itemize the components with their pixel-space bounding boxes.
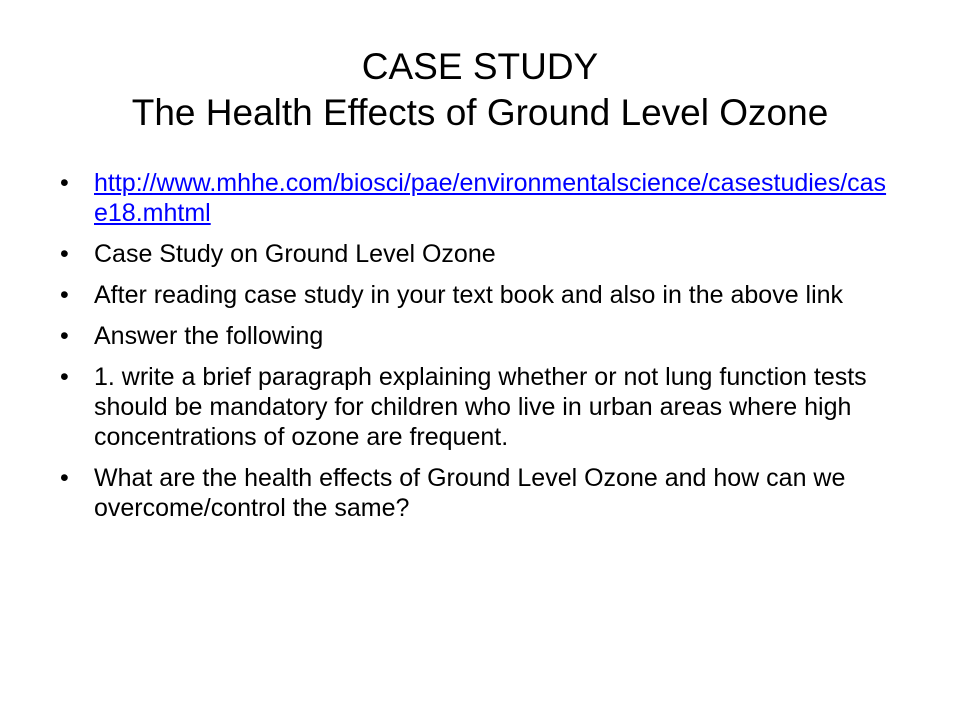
bullet-item [60, 463, 890, 523]
bullet-text: 1. write a brief paragraph explaining whether or not lung function tests should be mandatory for children who live in urban areas where high concentrations of ozone are frequent. [94, 363, 867, 451]
bullet-marker: • [60, 169, 69, 197]
bullet-text: Answer the following [94, 322, 324, 350]
bullet-text: What are the health effects of Ground Level Ozone and how can we overcome/control the same? [94, 464, 846, 522]
bullet-item [60, 321, 890, 351]
bullet-list [60, 168, 890, 534]
bullet-marker: • [60, 240, 69, 268]
bullet-text: Case Study on Ground Level Ozone [94, 240, 496, 268]
bullet-marker: • [60, 464, 69, 492]
bullet-item-link [60, 168, 890, 228]
bullet-marker: • [60, 363, 69, 391]
bullet-text: After reading case study in your text book and also in the above link [94, 281, 844, 309]
bullet-item [60, 362, 890, 452]
title-line-2: The Health Effects of Ground Level Ozone [131, 92, 829, 133]
case-study-link[interactable]: http://www.mhhe.com/biosci/pae/environmentalscience/casestudies/case18.mhtml [94, 169, 887, 227]
slide-title [48, 44, 912, 136]
bullet-item [60, 280, 890, 310]
title-line-1: CASE STUDY [361, 46, 599, 87]
bullet-marker: • [60, 281, 69, 309]
bullet-marker: • [60, 322, 69, 350]
bullet-item [60, 239, 890, 269]
